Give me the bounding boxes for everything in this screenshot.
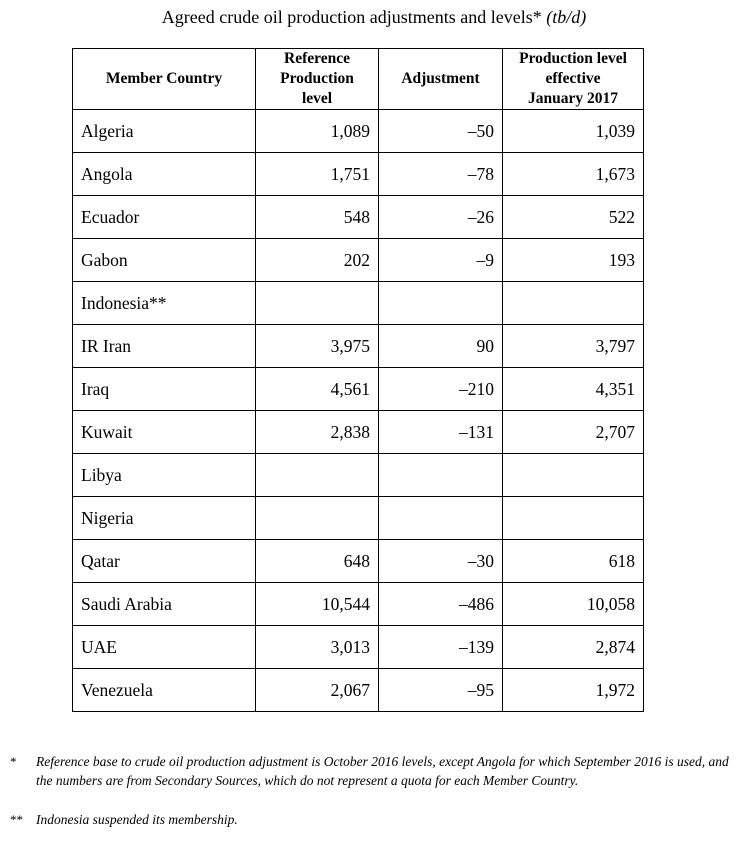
cell-reference-level: 4,561: [256, 368, 379, 411]
header-line: effective: [545, 70, 601, 87]
cell-adjustment: –139: [379, 626, 503, 669]
cell-country: Nigeria: [73, 497, 256, 540]
table-row: [73, 239, 644, 282]
header-line: level: [301, 90, 333, 107]
cell-country: Libya: [73, 454, 256, 497]
header-adjustment: Adjustment: [379, 49, 503, 110]
cell-country: Ecuador: [73, 196, 256, 239]
table-row: [73, 583, 644, 626]
table-row: [73, 196, 644, 239]
cell-country: IR Iran: [73, 325, 256, 368]
cell-production-level: 1,972: [503, 669, 644, 712]
table-row: [73, 626, 644, 669]
cell-country: Saudi Arabia: [73, 583, 256, 626]
cell-production-level: 1,039: [503, 110, 644, 153]
cell-country: Kuwait: [73, 411, 256, 454]
cell-country: Indonesia**: [73, 282, 256, 325]
cell-reference-level: [256, 454, 379, 497]
table-row: [73, 454, 644, 497]
cell-country: Qatar: [73, 540, 256, 583]
cell-production-level: [503, 454, 644, 497]
cell-reference-level: 10,544: [256, 583, 379, 626]
title-unit: (tb/d): [546, 7, 587, 27]
cell-adjustment: –131: [379, 411, 503, 454]
cell-reference-level: 3,013: [256, 626, 379, 669]
footnote-1: [10, 752, 740, 790]
table-row: [73, 282, 644, 325]
production-table: [72, 48, 644, 712]
cell-reference-level: [256, 497, 379, 540]
header-line: January 2017: [528, 90, 618, 107]
cell-production-level: 522: [503, 196, 644, 239]
cell-reference-level: 202: [256, 239, 379, 282]
header-member-country: Member Country: [73, 49, 256, 110]
table-row: [73, 368, 644, 411]
header-line: Production: [280, 70, 354, 87]
cell-production-level: 3,797: [503, 325, 644, 368]
table-row: [73, 669, 644, 712]
table-body: [73, 110, 644, 712]
cell-reference-level: 2,067: [256, 669, 379, 712]
cell-adjustment: –95: [379, 669, 503, 712]
cell-production-level: 4,351: [503, 368, 644, 411]
cell-production-level: 2,874: [503, 626, 644, 669]
cell-country: Iraq: [73, 368, 256, 411]
cell-adjustment: –9: [379, 239, 503, 282]
table-row: [73, 153, 644, 196]
cell-adjustment: –78: [379, 153, 503, 196]
cell-adjustment: –486: [379, 583, 503, 626]
cell-country: Venezuela: [73, 669, 256, 712]
cell-country: Angola: [73, 153, 256, 196]
cell-reference-level: 3,975: [256, 325, 379, 368]
footnote-mark: *: [10, 754, 17, 769]
cell-country: Gabon: [73, 239, 256, 282]
table-row: [73, 540, 644, 583]
table-row: [73, 110, 644, 153]
header-reference-production-level: [256, 49, 379, 110]
cell-adjustment: [379, 282, 503, 325]
cell-reference-level: 648: [256, 540, 379, 583]
cell-production-level: [503, 497, 644, 540]
cell-reference-level: [256, 282, 379, 325]
cell-production-level: 193: [503, 239, 644, 282]
cell-adjustment: [379, 497, 503, 540]
header-line: Reference: [284, 50, 350, 67]
footnote-text: Indonesia suspended its membership.: [36, 812, 238, 827]
cell-adjustment: [379, 454, 503, 497]
header-line: Production level: [519, 50, 627, 67]
cell-country: Algeria: [73, 110, 256, 153]
footnote-mark: **: [10, 812, 23, 827]
footnote-2: [10, 810, 740, 829]
cell-reference-level: 2,838: [256, 411, 379, 454]
cell-adjustment: –30: [379, 540, 503, 583]
table-title: [0, 5, 748, 29]
cell-adjustment: –210: [379, 368, 503, 411]
table-row: [73, 325, 644, 368]
cell-production-level: 618: [503, 540, 644, 583]
cell-adjustment: –26: [379, 196, 503, 239]
cell-adjustment: 90: [379, 325, 503, 368]
cell-country: UAE: [73, 626, 256, 669]
cell-production-level: 10,058: [503, 583, 644, 626]
table-row: [73, 497, 644, 540]
footnote-text: Reference base to crude oil production adjustment is October 2016 levels, except Angola for which September 2016 is used, and the numbers are from Secondary Sources, which do not represent a quota for each Member Country.: [36, 754, 729, 788]
table-header-row: [73, 49, 644, 110]
cell-reference-level: 1,089: [256, 110, 379, 153]
cell-production-level: [503, 282, 644, 325]
header-production-level-january-2017: [503, 49, 644, 110]
cell-reference-level: 548: [256, 196, 379, 239]
cell-reference-level: 1,751: [256, 153, 379, 196]
title-text: Agreed crude oil production adjustments and levels*: [161, 7, 542, 27]
cell-production-level: 1,673: [503, 153, 644, 196]
cell-production-level: 2,707: [503, 411, 644, 454]
cell-adjustment: –50: [379, 110, 503, 153]
table-row: [73, 411, 644, 454]
